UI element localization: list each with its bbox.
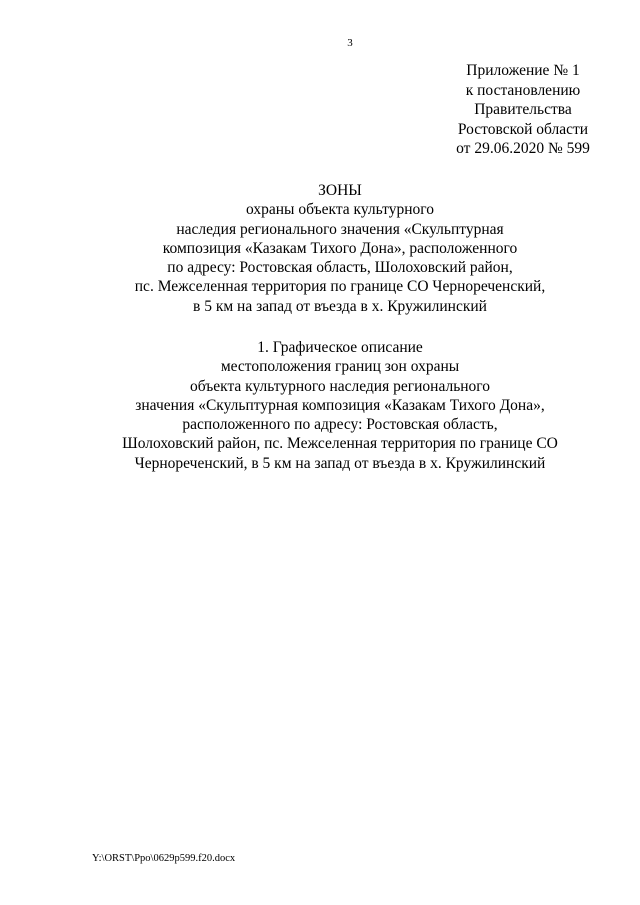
section-line: значения «Скульптурная композиция «Казакам Тихого Дона»,	[135, 396, 545, 414]
title-heading: ЗОНЫ	[318, 182, 362, 199]
section-line: 1. Графическое описание	[257, 339, 423, 356]
footer-file-path: Y:\ORST\Ppo\0629p599.f20.docx	[92, 853, 236, 864]
section-line: Шолоховский район, пс. Межселенная территория по границе СО	[122, 435, 558, 453]
title-line: композиция «Казакам Тихого Дона», расположенного	[162, 239, 518, 257]
section-line: местоположения границ зон охраны	[220, 358, 460, 376]
appendix-line: к постановлению	[465, 81, 581, 99]
title-line: по адресу: Ростовская область, Шолоховский район,	[167, 259, 513, 277]
appendix-line: от 29.06.2020 № 599	[456, 140, 590, 158]
appendix-line: Приложение № 1	[466, 62, 580, 79]
title-line: пс. Межселенная территория по границе СО Чернореченский,	[134, 278, 546, 296]
page-number: 3	[347, 37, 353, 49]
title-line: в 5 км на запад от въезда в х. Кружилинский	[193, 297, 487, 315]
document-title	[120, 181, 560, 316]
title-line: охраны объекта культурного	[246, 201, 434, 219]
appendix-line: Ростовской области	[457, 120, 589, 138]
section-line: Чернореченский, в 5 км на запад от въезда в х. Кружилинский	[134, 454, 546, 472]
section-line: объекта культурного наследия регионального	[189, 377, 491, 395]
appendix-line: Правительства	[474, 101, 572, 119]
section-line: расположенного по адресу: Ростовская область,	[182, 416, 498, 434]
title-line: наследия регионального значения «Скульптурная	[176, 220, 504, 238]
section-heading	[110, 338, 570, 473]
appendix-reference	[428, 61, 618, 159]
